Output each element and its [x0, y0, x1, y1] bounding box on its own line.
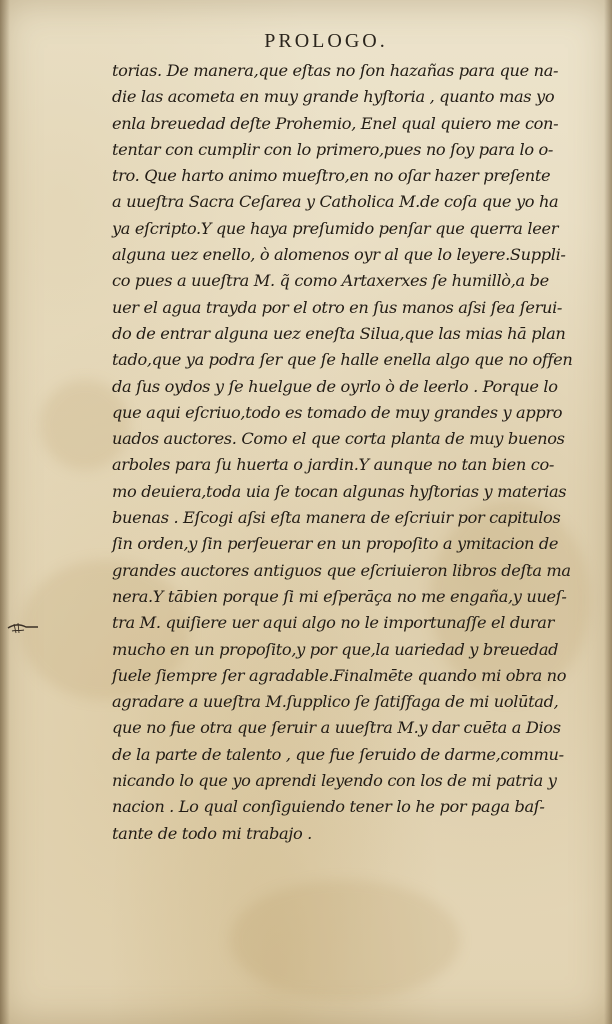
paper-stain — [230, 880, 460, 1000]
text-line: tentar con cumplir con lo primero,pues no ſoy para lo o- — [112, 139, 554, 159]
text-line: da ſus oydos y ſe huelgue de oyrlo ò de leerlo . Porque lo — [112, 376, 558, 396]
text-line: uer el agua trayda por el otro en ſus manos aſsi ſea ſerui- — [112, 297, 563, 317]
text-line: ſin orden,y ſin perſeuerar en un propoſito a ymitacion de — [112, 534, 559, 554]
text-line: a uueſtra Sacra Ceſarea y Catholica M.de coſa que yo ha — [112, 192, 559, 212]
text-line: arboles para ſu huerta o jardin.Y aunque no tan bien co- — [112, 455, 554, 475]
text-line: nera.Y tābien porque ſi mi eſperāça no me engaña,y uueſ- — [112, 586, 567, 606]
text-line: que aqui eſcriuo,todo es tomado de muy grandes y appro — [112, 402, 563, 422]
text-line: grandes auctores antiguos que eſcriuieron libros deſta ma — [112, 560, 571, 580]
text-line: die las acometa en muy grande hyſtoria , quanto mas yo — [112, 87, 555, 107]
text-line: torias. De manera,que eſtas no ſon hazañas para que na- — [112, 61, 559, 80]
text-line: do de entrar alguna uez eneſta Silua,que las mias hā plan — [112, 323, 566, 343]
page-edge-left — [0, 0, 10, 1024]
text-line: tante de todo mi trabajo . — [112, 823, 312, 843]
text-line: de la parte de talento , que fue ſeruido de darme,commu- — [112, 744, 564, 764]
text-line: ſuele ſiempre ſer agradable.Finalmēte quando mi obra no — [112, 665, 567, 685]
text-line: mo deuiera,toda uia ſe tocan algunas hyſtorias y materias — [112, 481, 567, 501]
text-line: enla breuedad deſte Prohemio, Enel qual quiero me con- — [112, 113, 559, 133]
text-line: buenas . Eſcogi aſsi eſta manera de eſcriuir por capitulos — [112, 508, 561, 528]
text-line: ya eſcripto.Y que haya preſumido penſar que querra leer — [112, 218, 559, 238]
text-line: agradare a uueſtra M.ſupplico ſe ſatiſfaga de mi uolūtad, — [112, 692, 559, 712]
text-line: tro. Que harto animo mueſtro,en no oſar hazer preſente — [112, 166, 551, 186]
manicule-icon — [6, 618, 40, 638]
text-line: alguna uez enello, ò alomenos oyr al que lo leyere.Suppli- — [112, 245, 566, 265]
text-line: co pues a uueſtra M. q̃ como Artaxerxes ſe humillò,a be — [112, 271, 549, 291]
running-head: PROLOGO. — [264, 30, 388, 52]
text-line: tado,que ya podra ſer que ſe halle enella algo que no offen — [112, 350, 573, 370]
prologue-text — [112, 58, 572, 847]
text-line: que no fue otra que ſeruir a uueſtra M.y dar cuēta a Dios — [112, 718, 561, 738]
text-line: mucho en un propoſito,y por que,la uariedad y breuedad — [112, 639, 559, 659]
text-line: nicando lo que yo aprendi leyendo con los de mi patria y — [112, 771, 557, 791]
text-line: tra M. quiſiere uer aqui algo no le importunaſſe el durar — [112, 613, 554, 633]
page-edge-right — [604, 0, 612, 1024]
text-line: uados auctores. Como el que corta planta de muy buenos — [112, 429, 565, 449]
text-line: nacion . Lo qual conſiguiendo tener lo he por paga baſ- — [112, 797, 545, 817]
